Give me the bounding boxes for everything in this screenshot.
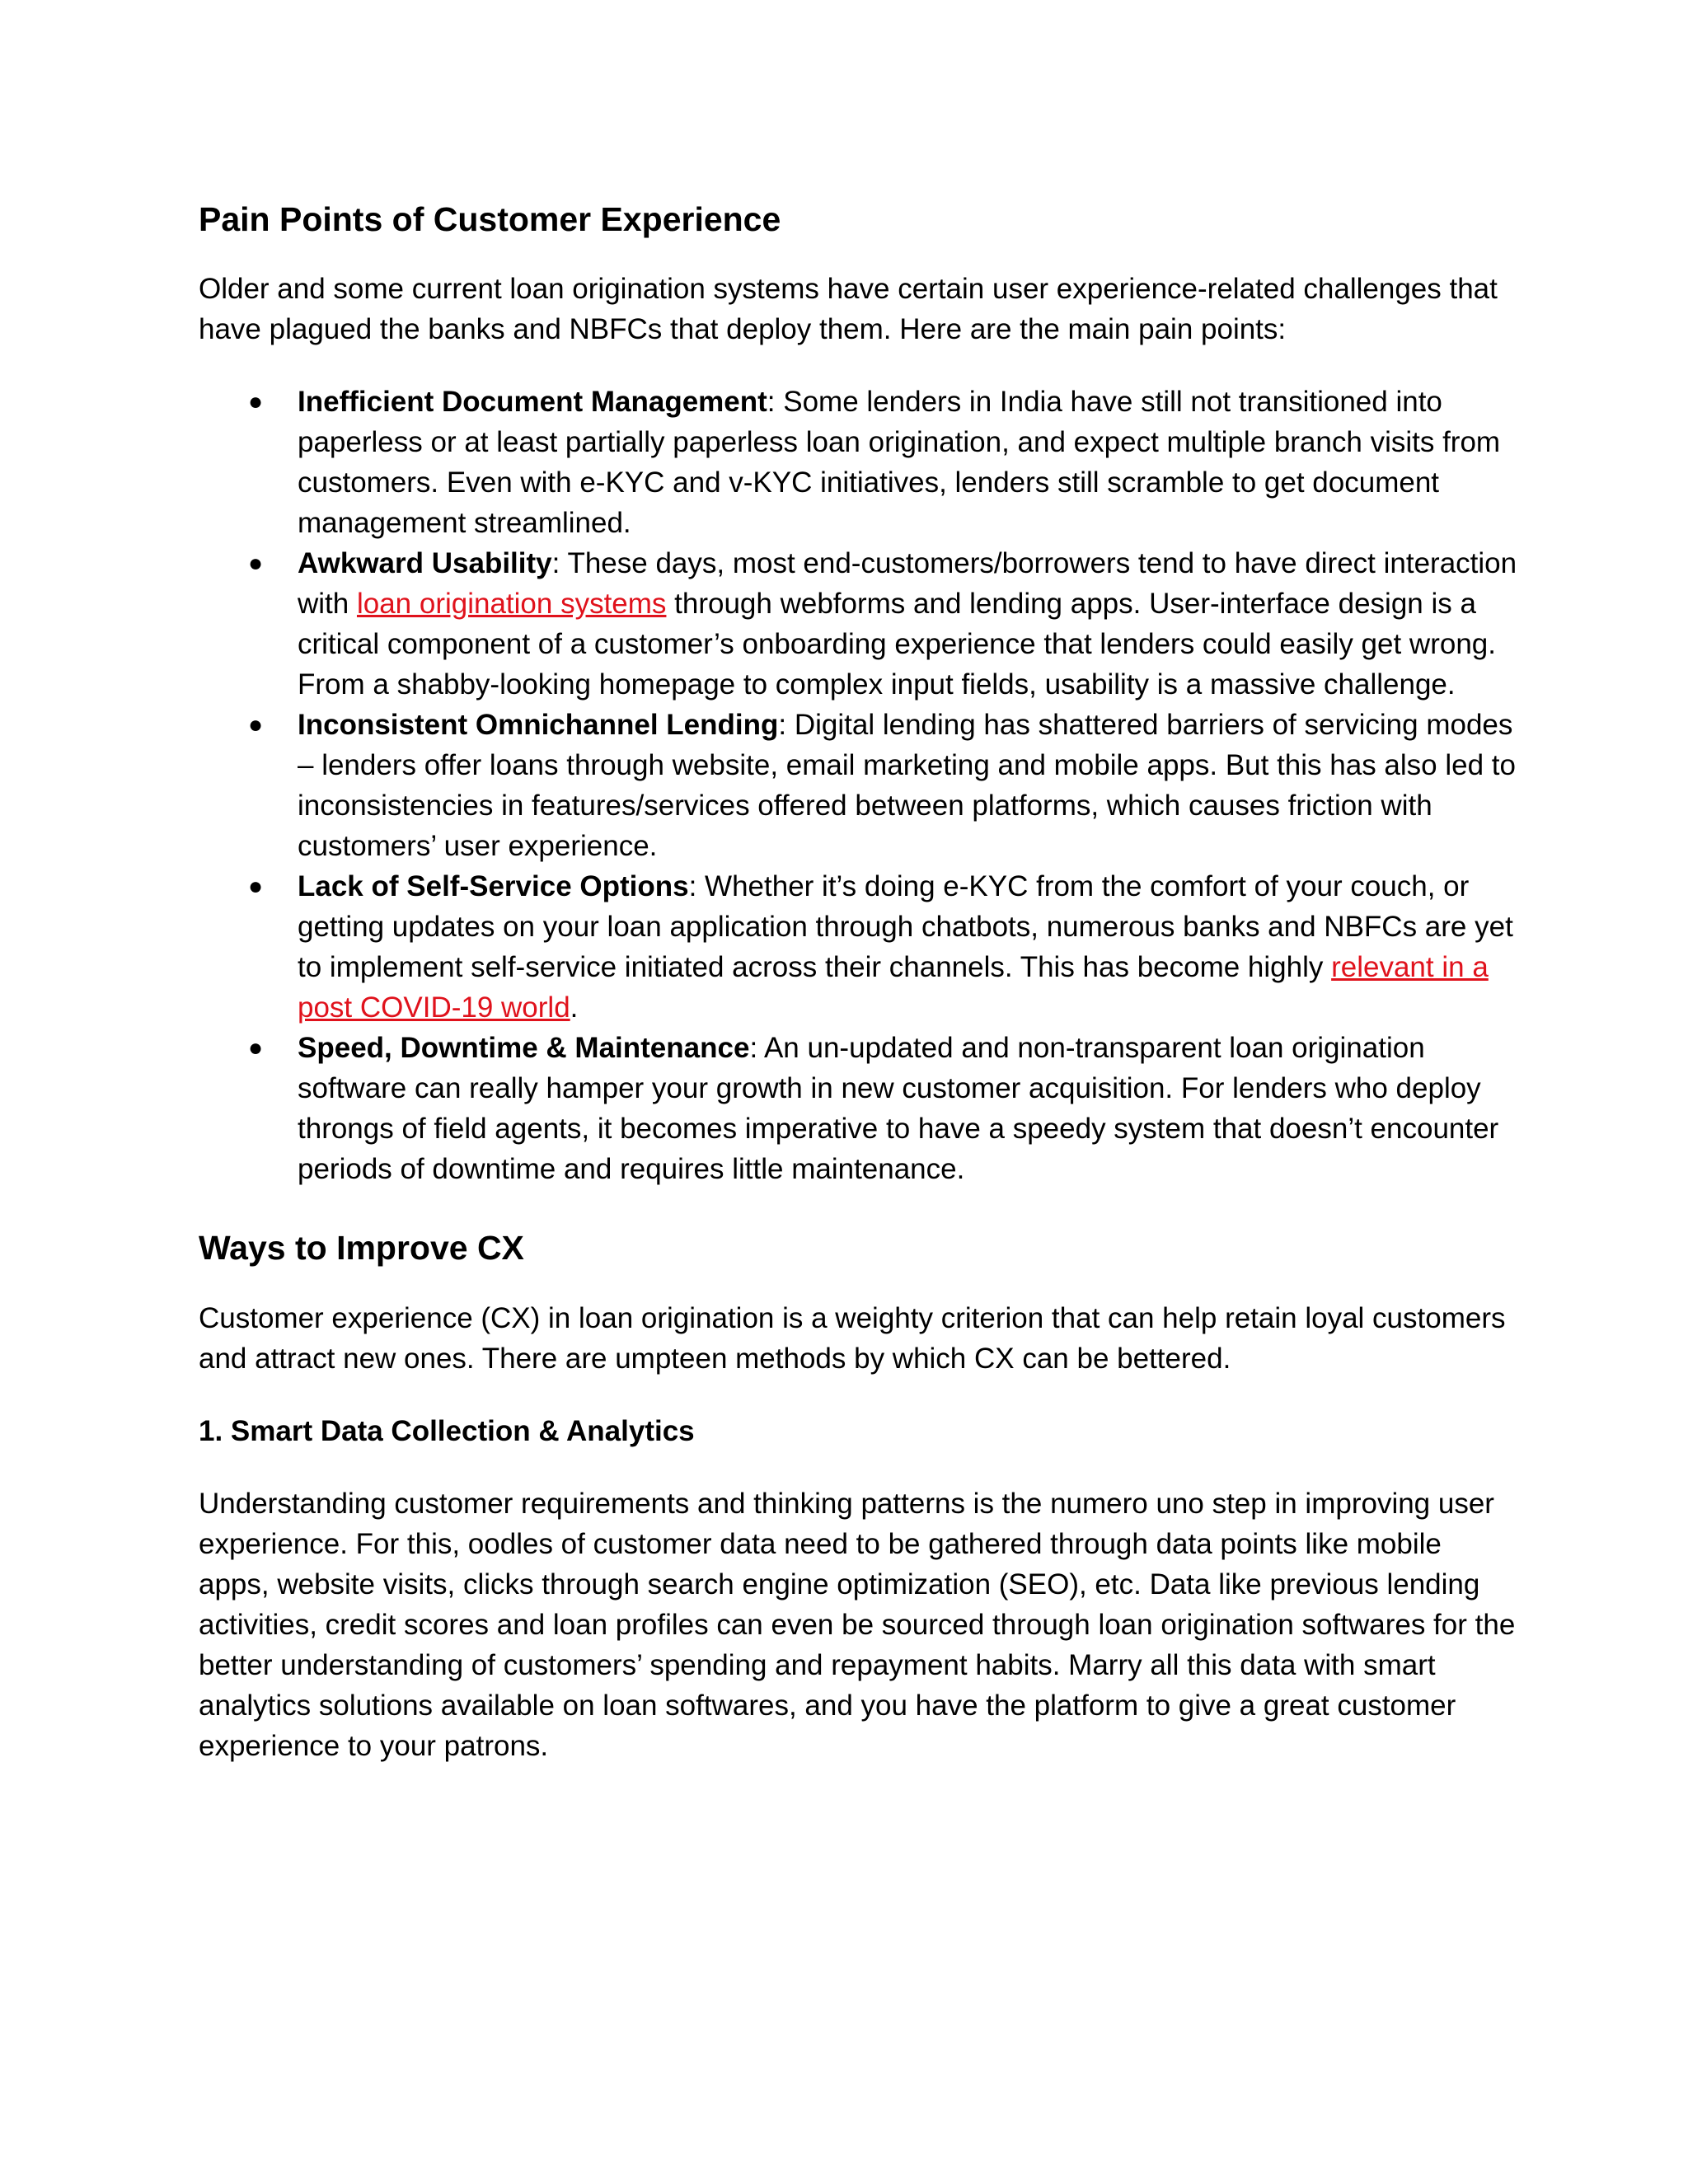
list-item	[199, 705, 1517, 866]
bullet-icon: ●	[248, 1034, 264, 1062]
item-text: : An un-updated and non-transparent loan origination software can really hamper your growth in new customer acquisition. For lenders who deploy throngs of field agents, it becomes imperative to have a speedy system that doesn’t encounter periods of downtime and requires little maintenance.	[298, 1032, 1499, 1185]
item-term: Awkward Usability	[298, 547, 552, 579]
item-term: Inefficient Document Management	[298, 386, 767, 418]
covid-world-link[interactable]: relevant in a post COVID-19 world	[298, 951, 1489, 1024]
pain-points-intro: Older and some current loan origination systems have certain user experience-related challenges that have plagued the banks and NBFCs that deploy them. Here are the main pain points:	[199, 273, 1498, 345]
bullet-icon: ●	[248, 550, 264, 577]
item-term: Inconsistent Omnichannel Lending	[298, 709, 779, 741]
item-text: .	[570, 991, 579, 1024]
item-text: : Some lenders in India have still not transitioned into paperless or at least partially paperless loan origination, and expect multiple branch visits from customers. Even with e-KYC and v-KYC initiatives, lenders still scramble to get document management streamlined.	[298, 386, 1501, 539]
section-heading-improve-cx: Ways to Improve CX	[199, 1229, 524, 1267]
item-text: through webforms and lending apps. User-interface design is a critical component of a customer’s onboarding experience that lenders could easily get wrong. From a shabby-looking homepage to complex input fields, usability is a massive challenge.	[298, 588, 1496, 701]
smart-data-body: Understanding customer requirements and thinking patterns is the numero uno step in improving user experience. For this, oodles of customer data need to be gathered through data points like mobile apps, website visits, clicks through search engine optimization (SEO), etc. Data like previous lending activities, credit scores and loan profiles can even be sourced through loan origination softwares for the better understanding of customers’ spending and repayment habits. Marry all this data with smart analytics solutions available on loan softwares, and you have the platform to give a great customer experience to your patrons.	[199, 1488, 1516, 1762]
item-text: : These days, most end-customers/borrowers tend to have direct interaction with	[298, 547, 1517, 620]
item-text: : Digital lending has shattered barriers of servicing modes – lenders offer loans through website, email marketing and mobile apps. But this has also led to inconsistencies in features/services offered between platforms, which causes friction with customers’ user experience.	[298, 709, 1516, 862]
list-item	[199, 1028, 1517, 1189]
subsection-heading-smart-data: 1. Smart Data Collection & Analytics	[199, 1415, 695, 1447]
bullet-icon: ●	[248, 873, 264, 900]
item-text: : Whether it’s doing e-KYC from the comfort of your couch, or getting updates on your loan application through chatbots, numerous banks and NBFCs are yet to implement self-service initiated across their channels. This has become highly	[298, 870, 1513, 983]
list-item	[199, 382, 1517, 543]
section-heading-pain-points: Pain Points of Customer Experience	[199, 200, 781, 238]
list-item	[199, 866, 1517, 1028]
list-item	[199, 543, 1517, 705]
pain-points-list	[199, 382, 1517, 1189]
bullet-icon: ●	[248, 711, 264, 738]
bullet-icon: ●	[248, 388, 264, 415]
improve-cx-intro: Customer experience (CX) in loan origination is a weighty criterion that can help retain loyal customers and attract new ones. There are umpteen methods by which CX can be bettered.	[199, 1302, 1506, 1375]
item-term: Lack of Self-Service Options	[298, 870, 689, 902]
loan-origination-systems-link[interactable]: loan origination systems	[356, 588, 667, 620]
document-page	[199, 194, 1517, 1766]
item-term: Speed, Downtime & Maintenance	[298, 1032, 750, 1064]
